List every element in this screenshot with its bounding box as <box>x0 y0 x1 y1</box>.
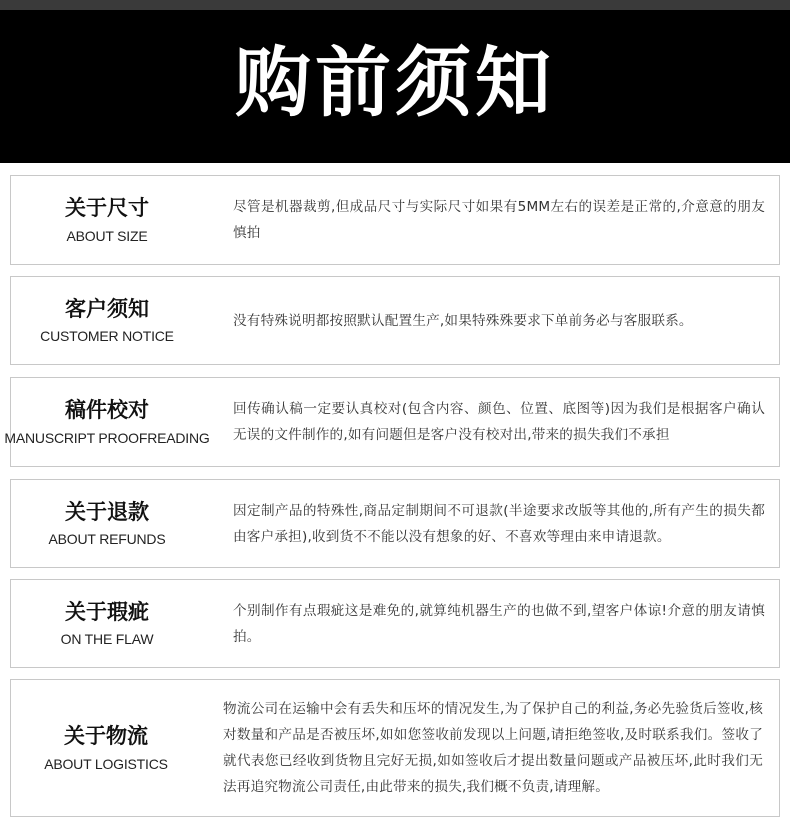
section-refunds <box>10 479 780 568</box>
section-label <box>11 176 203 264</box>
section-body <box>233 580 765 667</box>
section-label <box>11 680 201 816</box>
section-label <box>11 580 203 667</box>
page-title: 购前须知 <box>235 37 555 127</box>
section-body <box>223 680 763 816</box>
section-text: 物流公司在运输中会有丢失和压坏的情况发生,为了保护自己的利益,务必先验货后签收,核对数量和产品是否被压坏,如如您签收前发现以上问题,请拒绝签收,及时联系我们。签收了就代表您已经收到货物且完好无损,如如签收后才提出数量问题或产品被压坏,此时我们无法再追究物流公司责任,由此带来的损失,我们概不负责,请理解。 <box>223 701 763 795</box>
section-size <box>10 175 780 265</box>
top-strip <box>0 0 790 10</box>
section-customer-notice <box>10 276 780 365</box>
section-flaw <box>10 579 780 668</box>
section-logistics <box>10 679 780 817</box>
section-label <box>11 277 203 364</box>
section-title-cn: 客户须知 <box>65 296 149 321</box>
section-text: 没有特殊说明都按照默认配置生产,如果特殊殊要求下单前务必与客服联系。 <box>233 312 693 329</box>
section-text: 尽管是机器裁剪,但成品尺寸与实际尺寸如果有5MM左右的误差是正常的,介意意的朋友慎拍 <box>233 199 765 241</box>
section-label <box>11 480 203 567</box>
section-title-en: ABOUT SIZE <box>66 227 148 244</box>
section-title-cn: 关于尺寸 <box>65 196 149 221</box>
section-title-en: MANUSCRIPT PROOFREADING <box>4 429 210 446</box>
section-title-en: ABOUT REFUNDS <box>48 531 166 548</box>
section-title-cn: 关于瑕疵 <box>65 599 149 624</box>
section-body <box>233 277 765 364</box>
section-title-en: ABOUT LOGISTICS <box>44 755 168 772</box>
section-body <box>233 176 765 264</box>
section-text: 回传确认稿一定要认真校对(包含内容、颜色、位置、底图等)因为我们是根据客户确认无误的文件制作的,如有问题但是客户没有校对出,带来的损失我们不承担 <box>233 401 765 443</box>
section-text: 个别制作有点瑕疵这是难免的,就算纯机器生产的也做不到,望客户体谅!介意的朋友请慎拍。 <box>233 602 765 645</box>
header-banner <box>0 10 790 163</box>
section-title-en: ON THE FLAW <box>60 631 154 648</box>
section-label <box>4 378 210 466</box>
section-body <box>233 480 765 567</box>
section-body <box>233 378 765 466</box>
section-title-en: CUSTOMER NOTICE <box>40 328 174 345</box>
section-text: 因定制产品的特殊性,商品定制期间不可退款(半途要求改版等其他的,所有产生的损失都由客户承担),收到货不不能以没有想象的好、不喜欢等理由来申请退款。 <box>233 502 765 545</box>
section-title-cn: 关于物流 <box>64 724 148 749</box>
section-title-cn: 关于退款 <box>65 499 149 524</box>
section-proofreading <box>4 377 780 467</box>
section-title-cn: 稿件校对 <box>65 398 149 423</box>
